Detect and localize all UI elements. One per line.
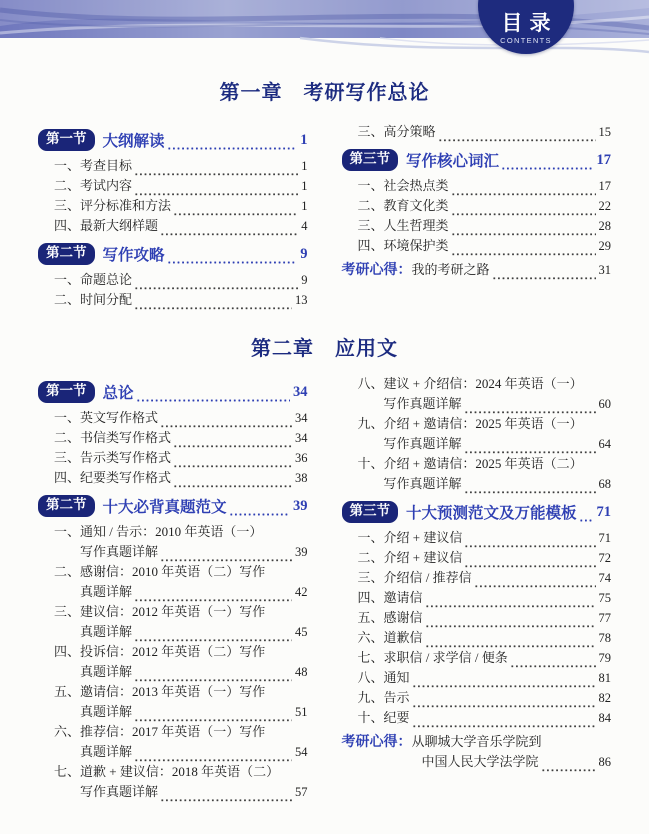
entry-page-number: 34: [295, 411, 308, 425]
entry-page-number: 17: [598, 179, 611, 193]
note-page-number: 31: [598, 263, 611, 277]
entry-title: 三、评分标准和方法: [54, 198, 172, 213]
entry-title-continuation: 真题详解: [80, 624, 133, 639]
entry-page-number: 38: [295, 471, 308, 485]
entry-page-number: 74: [598, 571, 611, 585]
entry-title: 五、感谢信: [357, 610, 423, 625]
toc-entry: [342, 628, 612, 648]
dotted-leader: [229, 502, 290, 517]
entry-page-number: 29: [598, 239, 611, 253]
entry-title-continuation: 写作真题详解: [383, 436, 462, 451]
entry-title: 七、道歉 + 建议信：2018 年英语（二）: [54, 764, 280, 779]
right-column: [342, 374, 612, 802]
dotted-leader: [464, 400, 596, 414]
entry-page-number: 84: [598, 711, 611, 725]
dotted-leader: [160, 414, 292, 428]
entry-page-number: 71: [598, 531, 611, 545]
entry-page-number: 75: [598, 591, 611, 605]
chapter-columns: [38, 122, 611, 310]
entry-page-number: 9: [301, 273, 308, 287]
entry-title: 十、介绍 + 邀请信：2025 年英语（二）: [357, 456, 583, 471]
entry-title: 二、教育文化类: [357, 198, 449, 213]
entry-page-number: 28: [598, 219, 611, 233]
toc-entry-line1: [38, 562, 308, 582]
entry-page-number: 34: [295, 431, 308, 445]
note-entry: [342, 731, 612, 752]
entry-title: 一、考查目标: [54, 158, 133, 173]
toc-entry-line2: [342, 474, 612, 494]
dotted-leader: [474, 574, 596, 588]
dotted-leader: [167, 136, 298, 151]
note-page-number: 86: [598, 755, 611, 769]
entry-title-continuation: 写作真题详解: [383, 476, 462, 491]
toc-entry: [342, 236, 612, 256]
entry-title: 二、书信类写作格式: [54, 430, 172, 445]
entry-title-continuation: 写作真题详解: [383, 396, 462, 411]
dotted-leader: [492, 266, 596, 280]
dotted-leader: [451, 222, 596, 236]
toc-entry: [38, 448, 308, 468]
entry-title-continuation: 写作真题详解: [80, 784, 159, 799]
section-badge: 第三节: [342, 149, 399, 171]
contents-badge-title: 目录: [501, 11, 558, 35]
entry-page-number: 15: [598, 125, 611, 139]
left-column: [38, 374, 308, 802]
toc-entry: [342, 688, 612, 708]
dotted-leader: [134, 748, 292, 762]
toc-entry-line2: [38, 782, 308, 802]
toc-entry-line2: [38, 582, 308, 602]
section-header-row: [342, 501, 612, 523]
entry-page-number: 81: [598, 671, 611, 685]
dotted-leader: [464, 480, 596, 494]
dotted-leader: [501, 156, 593, 171]
entry-title: 一、通知 / 告示：2010 年英语（一）: [54, 524, 263, 539]
section-badge: 第三节: [342, 501, 399, 523]
toc-entry-line2: [38, 742, 308, 762]
entry-page-number: 42: [295, 585, 308, 599]
entry-title: 二、感谢信：2010 年英语（二）写作: [54, 564, 266, 579]
toc-entry: [342, 568, 612, 588]
toc-entry-line1: [38, 722, 308, 742]
dotted-leader: [464, 554, 595, 568]
entry-page-number: 79: [598, 651, 611, 665]
section-page-number: 39: [293, 497, 308, 514]
entry-title: 三、建议信：2012 年英语（一）写作: [54, 604, 266, 619]
entry-title: 二、考试内容: [54, 178, 133, 193]
toc-entry-line2: [38, 662, 308, 682]
note-text: 从聊城大学音乐学院到: [411, 734, 542, 749]
section-page-number: 71: [596, 503, 611, 520]
toc-entry-line1: [38, 602, 308, 622]
toc-entry: [38, 428, 308, 448]
entry-page-number: 45: [295, 625, 308, 639]
entry-title: 八、建议 + 介绍信：2024 年英语（一）: [357, 376, 583, 391]
toc-entry-line1: [38, 642, 308, 662]
note-text: 我的考研之路: [411, 262, 490, 277]
section-header-row: [38, 129, 308, 151]
toc-entry: [38, 216, 308, 236]
toc-entry-line1: [38, 522, 308, 542]
entry-page-number: 77: [598, 611, 611, 625]
chapter-heading: 第一章 考研写作总论: [219, 82, 430, 104]
dotted-leader: [136, 388, 290, 403]
entry-page-number: 4: [301, 219, 308, 233]
entry-title: 二、时间分配: [54, 292, 133, 307]
entry-page-number: 13: [295, 293, 308, 307]
right-column: [342, 122, 612, 310]
entry-title-continuation: 写作真题详解: [80, 544, 159, 559]
dotted-leader: [134, 588, 292, 602]
section-header-row: [38, 495, 308, 517]
dotted-leader: [412, 694, 596, 708]
dotted-leader: [160, 548, 292, 562]
entry-title: 三、高分策略: [357, 124, 436, 139]
entry-title: 九、介绍 + 邀请信：2025 年英语（一）: [357, 416, 583, 431]
entry-title: 三、人生哲理类: [357, 218, 449, 233]
dotted-leader: [425, 634, 596, 648]
dotted-leader: [134, 182, 298, 196]
entry-page-number: 51: [295, 705, 308, 719]
entry-title: 四、投诉信：2012 年英语（二）写作: [54, 644, 266, 659]
section-title: 十大必背真题范文: [102, 499, 227, 516]
dotted-leader: [134, 708, 292, 722]
dotted-leader: [510, 654, 596, 668]
toc-entry: [38, 290, 308, 310]
dotted-leader: [173, 202, 298, 216]
entry-title: 一、英文写作格式: [54, 410, 159, 425]
toc-entry: [38, 176, 308, 196]
toc-entry: [38, 468, 308, 488]
section-page-number: 1: [300, 131, 308, 148]
entry-page-number: 36: [295, 451, 308, 465]
toc-entry: [342, 588, 612, 608]
section-header-row: [38, 381, 308, 403]
dotted-leader: [451, 202, 596, 216]
entry-page-number: 54: [295, 745, 308, 759]
toc-entry: [38, 270, 308, 290]
entry-title: 六、推荐信：2017 年英语（一）写作: [54, 724, 266, 739]
entry-title: 二、介绍 + 建议信: [357, 550, 463, 565]
dotted-leader: [134, 628, 292, 642]
entry-page-number: 72: [598, 551, 611, 565]
dotted-leader: [134, 668, 292, 682]
entry-title: 三、介绍信 / 推荐信: [357, 570, 472, 585]
toc-entry: [38, 156, 308, 176]
entry-title-continuation: 真题详解: [80, 744, 133, 759]
entry-title: 五、邀请信：2013 年英语（一）写作: [54, 684, 266, 699]
section-badge: 第一节: [38, 129, 95, 151]
entry-title: 八、通知: [357, 670, 410, 685]
entry-page-number: 64: [598, 437, 611, 451]
chapter-heading: 第二章 应用文: [251, 338, 398, 360]
dotted-leader: [541, 758, 596, 772]
toc-entry-line1: [342, 374, 612, 394]
toc-entry: [38, 408, 308, 428]
entry-page-number: 1: [301, 179, 308, 193]
dotted-leader: [134, 296, 292, 310]
toc-entry-line1: [342, 414, 612, 434]
entry-title: 四、最新大纲样题: [54, 218, 159, 233]
entry-page-number: 1: [301, 159, 308, 173]
note-label: 考研心得：: [341, 261, 412, 277]
section-title: 写作核心词汇: [406, 153, 500, 170]
entry-title: 七、求职信 / 求学信 / 便条: [357, 650, 508, 665]
dotted-leader: [464, 534, 595, 548]
section-badge: 第二节: [38, 243, 95, 265]
toc-entry: [342, 708, 612, 728]
section-header-row: [38, 243, 308, 265]
entry-title: 四、邀请信: [357, 590, 423, 605]
note-text-continuation: 中国人民大学法学院: [421, 754, 539, 769]
dotted-leader: [579, 508, 594, 523]
dotted-leader: [160, 222, 298, 236]
entry-title-continuation: 真题详解: [80, 704, 133, 719]
chapter-columns: [38, 374, 611, 802]
contents-badge-subtitle: CONTENTS: [500, 36, 552, 45]
section-header-row: [342, 149, 612, 171]
entry-page-number: 1: [301, 199, 308, 213]
section-title: 写作攻略: [102, 247, 165, 264]
dotted-leader: [412, 714, 596, 728]
dotted-leader: [134, 162, 298, 176]
entry-title: 一、介绍 + 建议信: [357, 530, 463, 545]
section-page-number: 17: [596, 151, 611, 168]
dotted-leader: [173, 474, 292, 488]
toc-entry-line2: [342, 394, 612, 414]
toc-entry: [342, 196, 612, 216]
entry-page-number: 78: [598, 631, 611, 645]
entry-page-number: 82: [598, 691, 611, 705]
entry-page-number: 60: [598, 397, 611, 411]
dotted-leader: [412, 674, 596, 688]
note-label: 考研心得：: [341, 733, 412, 749]
dotted-leader: [464, 440, 596, 454]
toc-entry-line1: [38, 682, 308, 702]
toc-entry-line2: [38, 702, 308, 722]
dotted-leader: [451, 182, 596, 196]
entry-title: 四、环境保护类: [357, 238, 449, 253]
toc-entry: [38, 196, 308, 216]
toc-entry: [342, 528, 612, 548]
toc-entry-line1: [38, 762, 308, 782]
toc-entry: [342, 176, 612, 196]
toc-entry: [342, 122, 612, 142]
toc-entry: [342, 216, 612, 236]
entry-page-number: 68: [598, 477, 611, 491]
entry-title: 六、道歉信: [357, 630, 423, 645]
toc-entry-line2: [38, 542, 308, 562]
toc-entry-line2: [38, 622, 308, 642]
section-page-number: 9: [300, 245, 308, 262]
dotted-leader: [425, 594, 596, 608]
entry-title: 四、纪要类写作格式: [54, 470, 172, 485]
dotted-leader: [425, 614, 596, 628]
section-page-number: 34: [293, 383, 308, 400]
entry-title-continuation: 真题详解: [80, 664, 133, 679]
section-title: 总论: [102, 385, 134, 402]
entry-page-number: 48: [295, 665, 308, 679]
toc-entry: [342, 668, 612, 688]
entry-page-number: 39: [295, 545, 308, 559]
entry-title: 一、命题总论: [54, 272, 133, 287]
dotted-leader: [160, 788, 292, 802]
section-badge: 第二节: [38, 495, 95, 517]
entry-title: 九、告示: [357, 690, 410, 705]
dotted-leader: [451, 242, 596, 256]
dotted-leader: [173, 434, 292, 448]
dotted-leader: [438, 128, 596, 142]
dotted-leader: [134, 276, 298, 290]
toc-entry-line1: [342, 454, 612, 474]
section-badge: 第一节: [38, 381, 95, 403]
note-entry: [342, 259, 612, 280]
section-title: 大纲解读: [102, 133, 165, 150]
note-entry-line2: [342, 752, 612, 772]
entry-page-number: 22: [598, 199, 611, 213]
entry-title: 十、纪要: [357, 710, 410, 725]
entry-title: 三、告示类写作格式: [54, 450, 172, 465]
entry-title: 一、社会热点类: [357, 178, 449, 193]
toc-entry: [342, 608, 612, 628]
section-title: 十大预测范文及万能模板: [406, 505, 577, 522]
left-column: [38, 122, 308, 310]
toc-entry: [342, 548, 612, 568]
entry-page-number: 57: [295, 785, 308, 799]
dotted-leader: [167, 250, 298, 265]
toc-entry: [342, 648, 612, 668]
toc-entry-line2: [342, 434, 612, 454]
dotted-leader: [173, 454, 292, 468]
entry-title-continuation: 真题详解: [80, 584, 133, 599]
